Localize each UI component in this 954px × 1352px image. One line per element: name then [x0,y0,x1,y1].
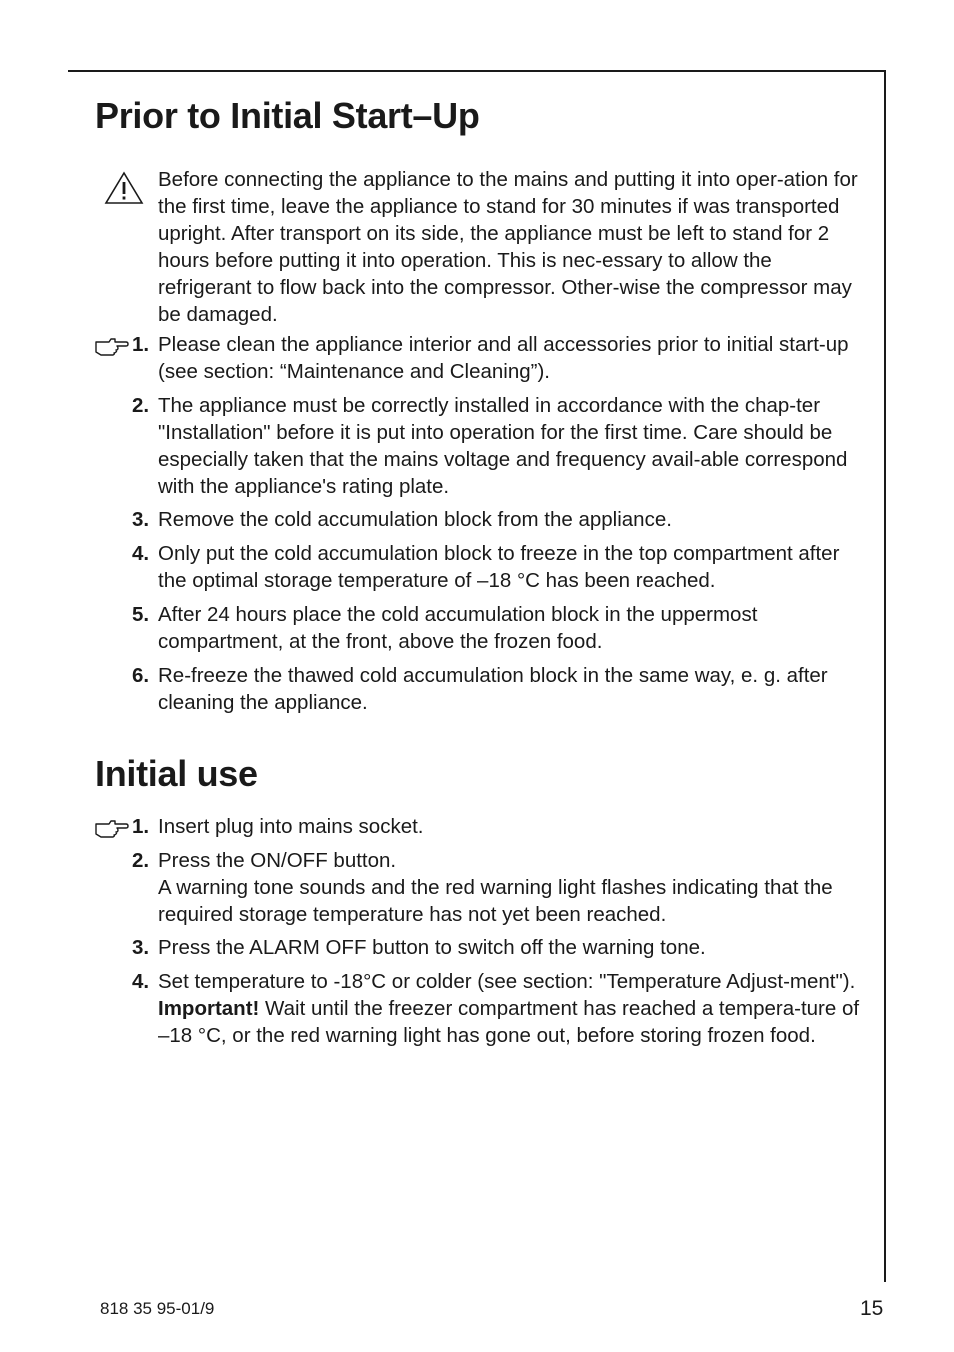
list-item [120,662,864,716]
item-text-continued: A warning tone sounds and the red warning light flashes indicating that the required storage temperature has not yet been reached. [158,876,833,926]
item-number: 4. [132,542,150,565]
list-item [120,968,864,1103]
item-text: Only put the cold accumulation block to freeze in the top compartment after the optimal storage temperature of –18 °C has been reached. [158,542,840,592]
item-text: Insert plug into mains socket. [158,815,424,838]
item-number: 2. [132,394,150,417]
item-text: Set temperature to -18°C or colder (see section: "Temperature Adjust-ment"). [158,970,856,993]
item-number: 2. [132,849,150,872]
list-item [120,506,864,533]
item-text: The appliance must be correctly installed in accordance with the chap-ter "Installation" before it is put into operation for the first time. Care should be especially taken that the mains voltage and frequency avail-able correspond with the appliance's rating plate. [158,394,848,498]
important-label: Important! [158,997,260,1020]
item-text: Re-freeze the thawed cold accumulation block in the same way, e. g. after cleaning the appliance. [158,664,828,714]
warning-paragraph: Before connecting the appliance to the mains and putting it into oper-ation for the first time, leave the appliance to stand for 30 minutes if was transported upright. After transport on its side, the appliance must be left to stand for 2 hours before putting it into operation. This is nec-essary to allow the refrigerant to flow back into the compressor. Other-wise the compressor may be damaged. [158,168,858,326]
important-text: Wait until the freezer compartment has reached a tempera-ture of –18 °C, or the red warning light has gone out, before storing frozen food. [158,997,860,1047]
item-text: Please clean the appliance interior and all accessories prior to initial start-up (see section: “Maintenance and Cleaning”). [158,333,849,383]
item-number: 6. [132,664,150,687]
list-item [120,847,864,928]
item-text: Remove the cold accumulation block from the appliance. [158,508,672,531]
heading-prior-to-start-up: Prior to Initial Start–Up [95,95,480,136]
item-number: 3. [132,936,150,959]
list-item [120,540,864,594]
document-number: 818 35 95-01/9 [100,1299,215,1318]
list-item [120,601,864,655]
item-text: After 24 hours place the cold accumulation block in the uppermost compartment, at the front, above the frozen food. [158,603,758,653]
item-text: Press the ALARM OFF button to switch off the warning tone. [158,936,706,959]
item-number: 1. [132,815,150,838]
page-number: 15 [860,1297,884,1320]
item-text: Press the ON/OFF button. [158,849,397,872]
warning-triangle-icon [104,171,144,205]
right-rule [884,70,886,1282]
item-number: 3. [132,508,150,531]
top-rule [68,70,886,72]
list-item [120,813,864,840]
heading-initial-use: Initial use [95,753,258,794]
item-number: 1. [132,333,150,356]
list-item [120,331,864,385]
item-number: 5. [132,603,150,626]
list-item [120,392,864,500]
item-number: 4. [132,970,150,993]
important-note [158,995,864,1049]
list-item [120,934,864,961]
